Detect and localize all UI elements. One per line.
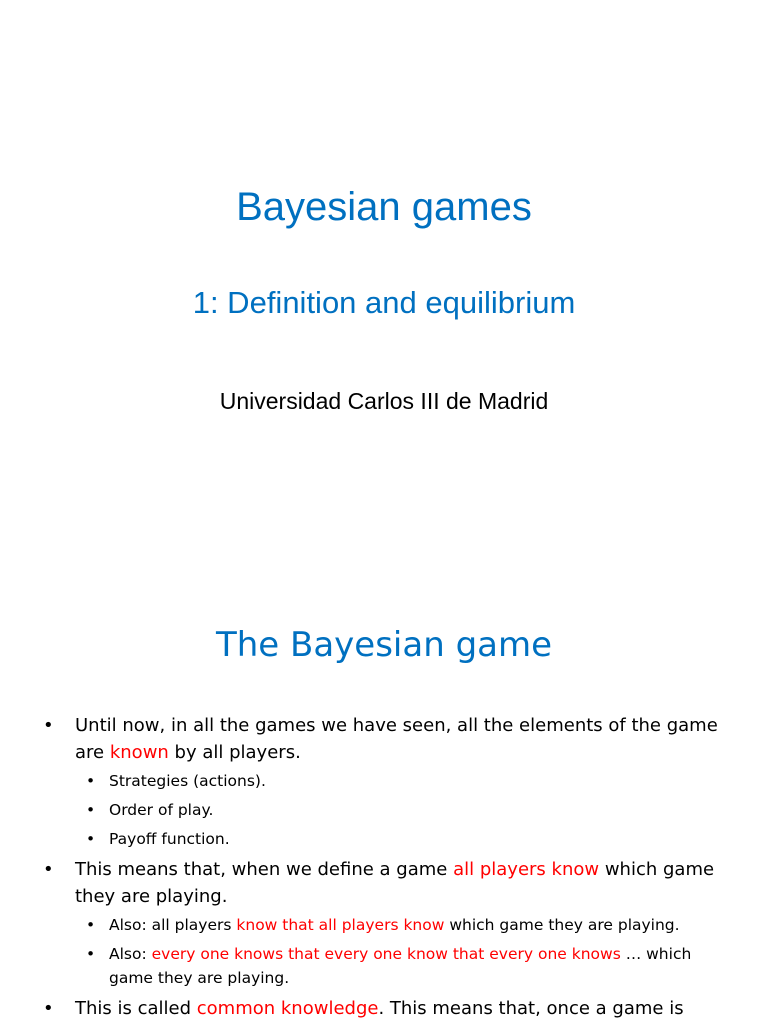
highlight-text: know that all players know bbox=[236, 916, 445, 934]
sub-bullet-item bbox=[0, 827, 768, 851]
bullet-icon: • bbox=[43, 998, 54, 1019]
sub-bullet-item bbox=[0, 769, 768, 793]
bullet-text: Until now, in all the games we have seen, all the elements of the game are bbox=[75, 715, 718, 763]
institution-name: Universidad Carlos III de Madrid bbox=[219, 388, 549, 414]
bullet-item-all-players-know bbox=[0, 856, 768, 910]
highlight-text: known bbox=[109, 742, 169, 763]
bullet-icon: • bbox=[43, 859, 54, 880]
slide-title: The Bayesian game bbox=[215, 625, 553, 665]
bullet-icon: • bbox=[86, 830, 96, 848]
content-slide bbox=[0, 576, 768, 1024]
sub-bullet-text: Strategies (actions). bbox=[109, 772, 266, 790]
highlight-text: common knowledge bbox=[196, 998, 379, 1019]
sub-bullet-item bbox=[0, 798, 768, 822]
bullet-text: . This means that, once a game is bbox=[378, 998, 684, 1019]
sub-bullet-item bbox=[0, 913, 768, 937]
sub-bullet-text: Order of play. bbox=[109, 801, 214, 819]
bullet-icon: • bbox=[86, 916, 96, 934]
bullet-icon: • bbox=[86, 801, 96, 819]
sub-bullet-item bbox=[0, 942, 768, 990]
sub-bullet-text: … which game they are playing. bbox=[109, 945, 692, 987]
bullet-icon: • bbox=[86, 772, 96, 790]
bullet-list bbox=[0, 712, 768, 1024]
sub-bullet-list bbox=[0, 913, 768, 990]
bullet-icon: • bbox=[43, 715, 54, 736]
deck-title: Bayesian games bbox=[236, 185, 532, 229]
sub-bullet-text: Also: all players bbox=[109, 916, 237, 934]
highlight-text: every one knows that every one know that every one knows bbox=[151, 945, 621, 963]
sub-bullet-text: Payoff function. bbox=[109, 830, 230, 848]
bullet-item-common-knowledge bbox=[0, 995, 768, 1022]
highlight-text: all players know bbox=[453, 859, 600, 880]
sub-bullet-list bbox=[0, 769, 768, 851]
deck-subtitle: 1: Definition and equilibrium bbox=[192, 285, 576, 320]
bullet-text: by all players. bbox=[168, 742, 301, 763]
sub-bullet-text: which game they are playing. bbox=[444, 916, 680, 934]
sub-bullet-text: Also: bbox=[109, 945, 152, 963]
bullet-text: This is called bbox=[75, 998, 197, 1019]
bullet-text: This means that, when we define a game bbox=[75, 859, 454, 880]
bullet-item-known bbox=[0, 712, 768, 766]
bullet-text: which game they are playing. bbox=[75, 859, 715, 907]
bullet-icon: • bbox=[86, 945, 96, 963]
